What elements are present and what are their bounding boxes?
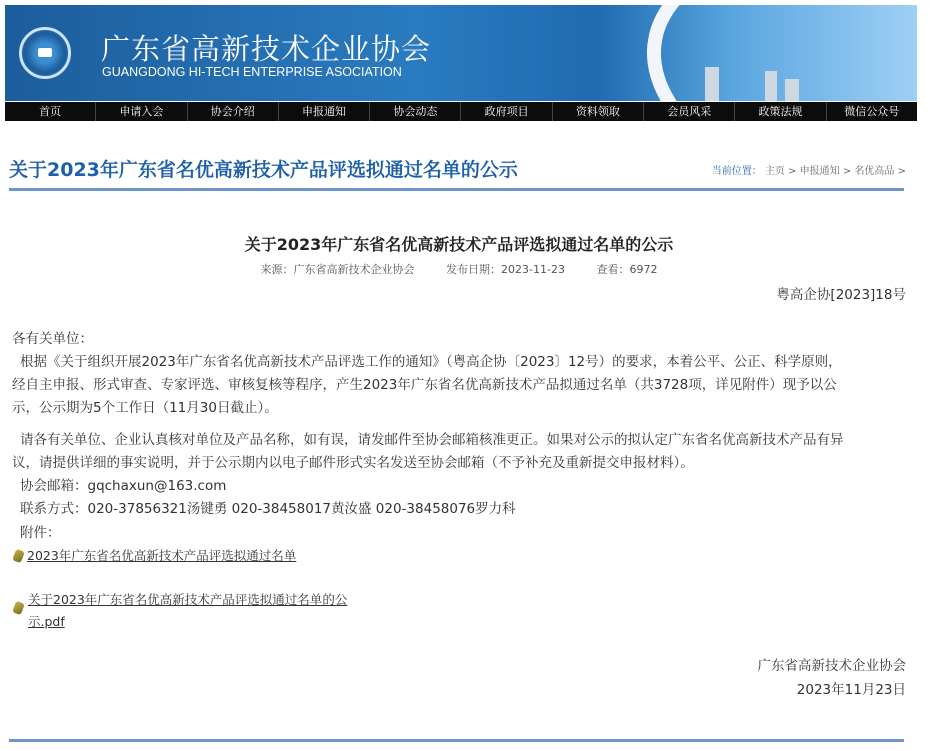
breadcrumb-products[interactable]: 名优高品 > xyxy=(854,166,906,177)
header-banner xyxy=(5,5,917,101)
nav-downloads[interactable]: 资料领取 xyxy=(553,102,644,121)
paragraph-2-line: 议，请提供详细的事实说明，并于公示期内以电子邮件形式实名发送至协会邮箱（不予补充及重新提交申报材料）。 xyxy=(12,455,694,471)
contact-email: 协会邮箱：gqchaxun@163.com xyxy=(20,478,227,494)
site-subtitle: GUANGDONG HI-TECH ENTERPRISE ASOCIATION xyxy=(102,65,402,79)
article-views: 查看：6972 xyxy=(596,263,658,276)
nav-policy[interactable]: 政策法规 xyxy=(735,102,826,121)
bottom-divider xyxy=(9,739,904,742)
attachment-link-list[interactable]: 2023年广东省名优高新技术产品评选拟通过名单 xyxy=(27,548,297,563)
article-date: 发布日期：2023-11-23 xyxy=(446,263,565,276)
nav-notices[interactable]: 申报通知 xyxy=(279,102,370,121)
paragraph-2-line: 请各有关单位、企业认真核对单位及产品名称，如有误，请发邮件至协会邮箱核准更正。如果对公示的拟认定广东省名优高新技术产品有异 xyxy=(20,432,844,448)
nav-home[interactable]: 首页 xyxy=(5,102,96,121)
nav-wechat[interactable]: 微信公众号 xyxy=(844,105,900,118)
attachment-link-pdf[interactable]: 关于2023年广东省名优高新技术产品评选拟通过名单的公 xyxy=(28,592,348,607)
site-title: 广东省高新技术企业协会 xyxy=(101,32,432,66)
building-graphic xyxy=(705,67,719,101)
contact-phones: 联系方式：020-37856321汤键勇 020-38458017黄汝盛 020-38458076罗力科 xyxy=(20,501,516,517)
salutation: 各有关单位： xyxy=(12,331,93,347)
page-title: 关于2023年广东省名优高新技术产品评选拟通过名单的公示 xyxy=(9,159,518,181)
nav-about[interactable]: 协会介绍 xyxy=(188,102,279,121)
divider xyxy=(9,188,904,191)
building-graphic xyxy=(765,71,777,101)
article-meta xyxy=(0,261,918,277)
building-graphic xyxy=(785,79,799,101)
main-nav xyxy=(5,102,917,121)
association-logo[interactable] xyxy=(19,27,71,79)
paragraph-1-line: 示，公示期为5个工作日（11月30日截止）。 xyxy=(12,400,278,416)
signature-org: 广东省高新技术企业协会 xyxy=(757,658,906,674)
breadcrumb-label: 当前位置： xyxy=(711,166,762,177)
paragraph-1-line: 经自主申报、形式审查、专家评选、审核复核等程序，产生2023年广东省名优高新技术产品拟通过名单（共3728项，详见附件）现予以公 xyxy=(12,377,837,393)
attachment-link-pdf-cont[interactable]: 示.pdf xyxy=(28,614,65,629)
nav-members[interactable]: 会员风采 xyxy=(644,102,735,121)
paperclip-icon xyxy=(12,601,25,615)
paperclip-icon xyxy=(12,549,25,563)
signature-date: 2023年11月23日 xyxy=(796,682,906,698)
breadcrumb-notices[interactable]: 申报通知 > xyxy=(799,166,852,177)
nav-news[interactable]: 协会动态 xyxy=(370,102,461,121)
paragraph-1-line: 根据《关于组织开展2023年广东省名优高新技术产品评选工作的通知》（粤高企协〔2023〕12号）的要求，本着公平、公正、科学原则， xyxy=(20,354,842,370)
article-source: 来源：广东省高新技术企业协会 xyxy=(260,263,415,276)
breadcrumb xyxy=(712,162,906,177)
article-title: 关于2023年广东省名优高新技术产品评选拟通过名单的公示 xyxy=(244,235,674,254)
attachments-label: 附件： xyxy=(20,525,61,541)
document-number: 粤高企协[2023]18号 xyxy=(776,287,906,303)
nav-gov-projects[interactable]: 政府项目 xyxy=(461,102,552,121)
breadcrumb-home[interactable]: 主页 > xyxy=(764,166,797,177)
nav-join[interactable]: 申请入会 xyxy=(96,102,187,121)
